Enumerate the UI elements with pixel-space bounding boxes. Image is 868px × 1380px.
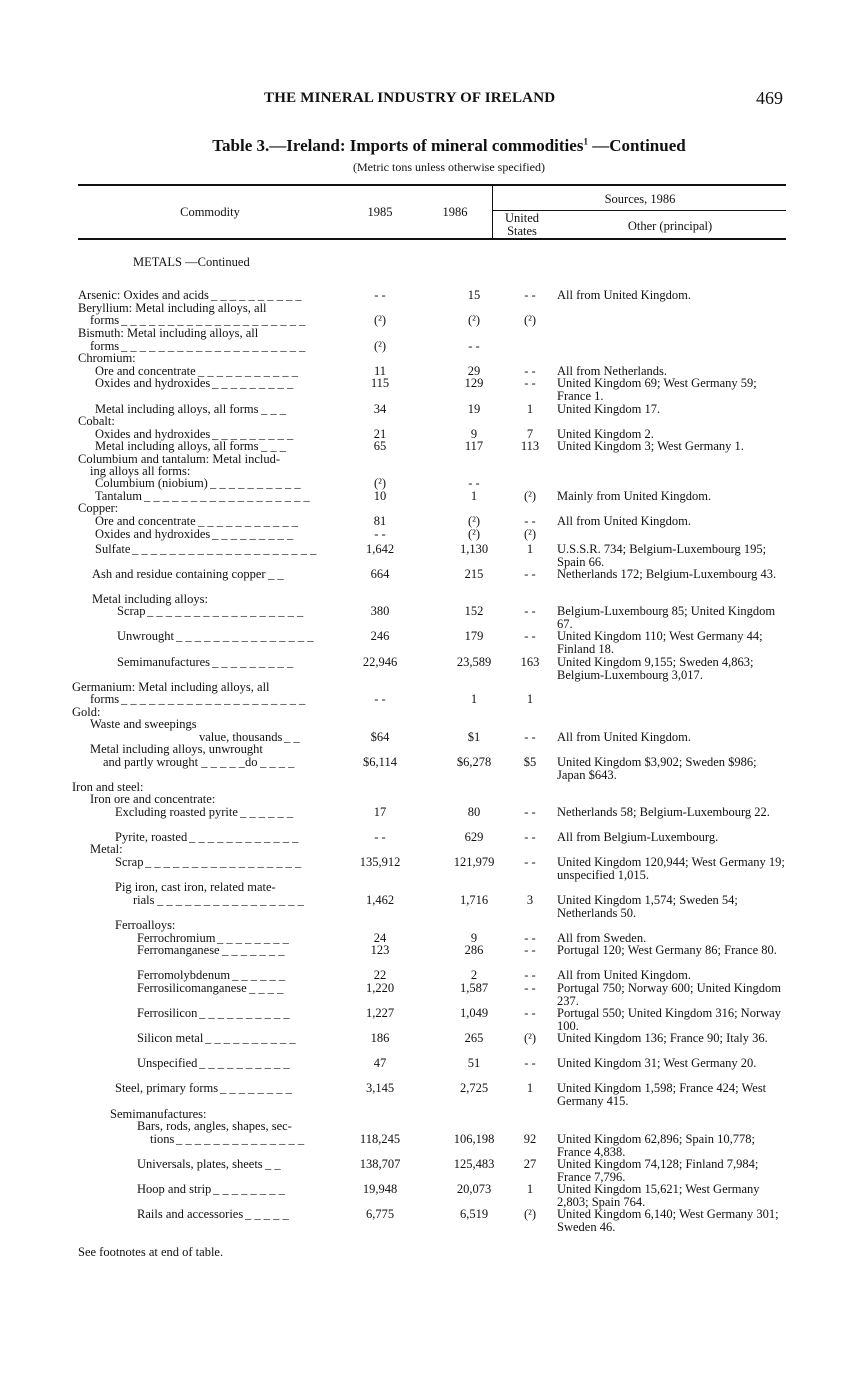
commodity-label: Beryllium: Metal including alloys, all: [78, 301, 267, 315]
value-1985: 380: [370, 604, 390, 618]
value-1985: 21: [373, 427, 387, 441]
value-1985: 186: [370, 1031, 390, 1045]
value-1985: 246: [370, 629, 390, 643]
value-1985: 664: [370, 567, 390, 581]
commodity-label: Oxides and hydroxides: [95, 527, 211, 541]
commodity-label: Metal including alloys, all forms: [95, 402, 259, 416]
header-sources: Sources, 1986: [604, 192, 676, 206]
value-us: - -: [524, 943, 536, 957]
value-1986: 29: [467, 364, 481, 378]
other-sources: United Kingdom 1,598; France 424; West Germany 415.: [557, 1081, 767, 1108]
commodity-label: Pyrite, roasted: [115, 830, 188, 844]
value-1986: 20,073: [456, 1182, 492, 1196]
leader-dots: _ _ _ _ _ _ _ _ _ _ _: [198, 365, 298, 378]
other-sources: All from Belgium-Luxembourg.: [557, 830, 719, 844]
other-sources: United Kingdom 1,574; Sweden 54; Netherlands 50.: [557, 893, 738, 920]
other-sources: All from United Kingdom.: [557, 288, 692, 302]
value-1986: 9: [470, 427, 478, 441]
commodity-label: Tantalum: [95, 489, 143, 503]
leader-dots: _ _ _ _ _ _ _ _ _: [212, 377, 294, 390]
leader-dots: _ _ _ _ _: [245, 1208, 289, 1221]
commodity-label: Steel, primary forms: [115, 1081, 219, 1095]
value-1986: 9: [470, 931, 478, 945]
other-sources: Mainly from United Kingdom.: [557, 489, 712, 503]
value-1985: $64: [370, 730, 390, 744]
value-us: 113: [520, 439, 540, 453]
header-us-line1: United: [504, 211, 540, 225]
commodity-label: forms: [90, 692, 120, 706]
leader-dots: _ _ _ _: [249, 982, 284, 995]
value-us: 1: [526, 542, 534, 556]
other-sources: Portugal 120; West Germany 86; France 80.: [557, 943, 777, 957]
value-1986: 23,589: [456, 655, 492, 669]
value-us: - -: [524, 931, 536, 945]
value-1985: 81: [373, 514, 387, 528]
other-sources: United Kingdom 69; West Germany 59; France 1.: [557, 376, 757, 403]
leader-dots: _ _ _ _ _ _ _ _ _ _: [199, 1007, 290, 1020]
other-sources: United Kingdom 110; West Germany 44; Finland 18.: [557, 629, 763, 656]
value-us: - -: [524, 981, 536, 995]
value-1985: 118,245: [359, 1132, 401, 1146]
value-us: - -: [524, 1006, 536, 1020]
other-sources: All from United Kingdom.: [557, 968, 692, 982]
leader-dots: _ _ _ _ _ _ _ _: [220, 1082, 292, 1095]
commodity-label: Waste and sweepings: [90, 717, 197, 731]
table-title: [0, 136, 868, 156]
commodity-label: Ferrosilicomanganese: [137, 981, 247, 995]
header-commodity: Commodity: [180, 205, 240, 219]
value-1986: - -: [468, 476, 480, 490]
value-us: (²): [523, 1031, 537, 1045]
commodity-label: Scrap: [115, 855, 144, 869]
value-us: 3: [526, 893, 534, 907]
leader-dots: _ _ _ _ _ _ _ _ _ _ _ _ _ _ _ _ _ _: [144, 490, 310, 503]
value-us: - -: [524, 805, 536, 819]
commodity-label: Iron ore and concentrate:: [90, 792, 216, 806]
other-sources: All from United Kingdom.: [557, 730, 692, 744]
value-1985: 11: [373, 364, 387, 378]
commodity-label: Metal including alloys:: [92, 592, 208, 606]
leader-dots: _ _ _ _ _ _ _ _ _ _ _ _ _ _ _ _ _ _ _ _: [121, 693, 306, 706]
other-sources: United Kingdom 74,128; Finland 7,984; France 7,796.: [557, 1157, 759, 1184]
leader-dots: _ _ _ _ _ _ _ _ _ _: [199, 1057, 290, 1070]
other-sources: Netherlands 58; Belgium-Luxembourg 22.: [557, 805, 770, 819]
value-1986: 2: [470, 968, 478, 982]
commodity-label: Ore and concentrate: [95, 364, 196, 378]
value-us: 1: [526, 692, 534, 706]
value-1986: 265: [464, 1031, 484, 1045]
other-sources: All from Sweden.: [557, 931, 647, 945]
value-1986: $6,278: [456, 755, 492, 769]
commodity-label: Germanium: Metal including alloys, all: [72, 680, 270, 694]
leader-dots: _ _ _ _: [260, 756, 295, 769]
leader-dots: _ _ _ _ _ _ _ _ _ _ _ _ _ _ _ _ _: [147, 605, 304, 618]
value-us: (²): [523, 1207, 537, 1221]
value-1985: 1,220: [365, 981, 395, 995]
commodity-label: Ferroalloys:: [115, 918, 176, 932]
value-1985: 123: [370, 943, 390, 957]
other-sources: All from United Kingdom.: [557, 514, 692, 528]
leader-dots: _ _ _ _ _ _ _ _ _ _ _ _ _ _ _ _ _: [145, 856, 302, 869]
value-us: - -: [524, 830, 536, 844]
leader-dots: _ _ _ _ _ _ _ _ _ _ _ _ _ _ _: [176, 630, 314, 643]
commodity-label: Silicon metal: [137, 1031, 204, 1045]
value-1985: 22: [373, 968, 387, 982]
value-1986: 19: [467, 402, 481, 416]
value-1985: 47: [373, 1056, 387, 1070]
commodity-label: Ferrochromium: [137, 931, 216, 945]
commodity-label: Bars, rods, angles, shapes, sec-: [137, 1119, 292, 1133]
value-1985: - -: [374, 692, 386, 706]
other-sources: United Kingdom 136; France 90; Italy 36.: [557, 1031, 768, 1045]
value-us: $5: [523, 755, 537, 769]
leader-dots: _ _ _ _ _ _ _: [222, 944, 285, 957]
header-rule: [78, 238, 786, 240]
leader-dots: _ _ _ _ _ _ _ _: [213, 1183, 285, 1196]
value-us: - -: [524, 629, 536, 643]
other-sources: United Kingdom 2.: [557, 427, 654, 441]
other-sources: United Kingdom 120,944; West Germany 19; unspecified 1,015.: [557, 855, 785, 882]
value-us: - -: [524, 968, 536, 982]
value-us: 1: [526, 1081, 534, 1095]
commodity-label: Pig iron, cast iron, related mate-: [115, 880, 276, 894]
commodity-label: forms: [90, 339, 120, 353]
value-1985: 138,707: [359, 1157, 401, 1171]
commodity-label: Metal:: [90, 842, 123, 856]
value-1986: 15: [467, 288, 481, 302]
other-sources: All from Netherlands.: [557, 364, 668, 378]
value-1985: 6,775: [365, 1207, 395, 1221]
leader-dots: _ _ _ _ _ _ _ _ _ _ _ _ _ _ _ _ _ _ _ _: [121, 340, 306, 353]
value-1985: 3,145: [365, 1081, 395, 1095]
leader-dots: _ _ _ _ _ _ _ _ _ _ _ _ _ _ _ _ _ _ _ _: [132, 543, 317, 556]
leader-dots: _ _ _ _ _ _ _ _ _ _ _: [198, 515, 298, 528]
value-1986: (²): [467, 527, 481, 541]
value-us: - -: [524, 1056, 536, 1070]
value-us: 7: [526, 427, 534, 441]
value-1985: 1,642: [365, 542, 395, 556]
value-us: 1: [526, 1182, 534, 1196]
value-us: 1: [526, 402, 534, 416]
commodity-label: Iron and steel:: [72, 780, 144, 794]
table-subtitle: (Metric tons unless otherwise specified): [353, 160, 545, 174]
commodity-label: Chromium:: [78, 351, 136, 365]
other-sources: United Kingdom 9,155; Sweden 4,863; Belgium-Luxembourg 3,017.: [557, 655, 754, 682]
value-1985: - -: [374, 527, 386, 541]
table-title-tail: —Continued: [587, 136, 686, 155]
leader-dots: _ _ _ _ _ _ _ _ _ _ _ _: [189, 831, 299, 844]
other-sources: United Kingdom 17.: [557, 402, 661, 416]
commodity-label: Metal including alloys, all forms: [95, 439, 259, 453]
other-sources: Portugal 550; United Kingdom 316; Norway 100.: [557, 1006, 781, 1033]
commodity-label: value, thousands: [199, 730, 283, 744]
other-sources: U.S.S.R. 734; Belgium-Luxembourg 195; Spain 66.: [557, 542, 767, 569]
leader-dots: _ _ _: [261, 440, 286, 453]
commodity-label: Ferromolybdenum: [137, 968, 231, 982]
value-us: 163: [520, 655, 540, 669]
value-1985: (²): [373, 313, 387, 327]
value-1986: 1,716: [459, 893, 489, 907]
footnote-reference: See footnotes at end of table.: [78, 1245, 224, 1259]
value-1985: - -: [374, 830, 386, 844]
commodity-label: and partly wrought _ _ _ _ _do: [103, 755, 258, 769]
value-1986: 121,979: [453, 855, 495, 869]
value-1986: 1,130: [459, 542, 489, 556]
value-1986: 179: [464, 629, 484, 643]
other-sources: United Kingdom $3,902; Sweden $986; Japan $643.: [557, 755, 757, 782]
value-1986: 1: [470, 489, 478, 503]
leader-dots: _ _ _: [261, 403, 286, 416]
value-us: - -: [524, 730, 536, 744]
commodity-label: Copper:: [78, 501, 119, 515]
header-1985: 1985: [367, 205, 393, 219]
value-1986: 1: [470, 692, 478, 706]
value-1985: 22,946: [362, 655, 398, 669]
commodity-label: Ash and residue containing copper: [92, 567, 266, 581]
leader-dots: _ _ _ _ _ _: [232, 969, 286, 982]
commodity-label: forms: [90, 313, 120, 327]
value-1986: 2,725: [459, 1081, 489, 1095]
commodity-label: Ferromanganese: [137, 943, 220, 957]
value-us: - -: [524, 604, 536, 618]
top-rule: [78, 184, 786, 186]
commodity-label: Unwrought: [117, 629, 174, 643]
value-1985: 1,227: [365, 1006, 395, 1020]
value-1985: 34: [373, 402, 387, 416]
value-1986: 80: [467, 805, 481, 819]
value-1985: - -: [374, 288, 386, 302]
value-1986: (²): [467, 313, 481, 327]
section-heading: METALS —Continued: [133, 255, 250, 269]
commodity-label: Columbium and tantalum: Metal includ-: [78, 452, 281, 466]
leader-dots: _ _: [268, 568, 284, 581]
value-1986: 117: [464, 439, 484, 453]
table-title-main: Table 3.—Ireland: Imports of mineral commodities: [212, 136, 584, 155]
value-us: 92: [523, 1132, 537, 1146]
commodity-label: Sulfate: [95, 542, 131, 556]
commodity-label: Oxides and hydroxides: [95, 376, 211, 390]
commodity-label: ing alloys all forms:: [90, 464, 191, 478]
leader-dots: _ _ _ _ _ _ _ _ _ _: [205, 1032, 296, 1045]
commodity-label: Cobalt:: [78, 414, 115, 428]
value-1985: 24: [373, 931, 387, 945]
value-1986: 629: [464, 830, 484, 844]
value-us: (²): [523, 527, 537, 541]
value-us: 27: [523, 1157, 537, 1171]
header-other: Other (principal): [627, 219, 713, 233]
value-1986: 1,587: [459, 981, 489, 995]
commodity-label: Bismuth: Metal including alloys, all: [78, 326, 259, 340]
value-us: - -: [524, 567, 536, 581]
value-1985: 1,462: [365, 893, 395, 907]
commodity-label: Arsenic: Oxides and acids: [78, 288, 209, 302]
value-1986: 1,049: [459, 1006, 489, 1020]
commodity-label: tions: [150, 1132, 175, 1146]
leader-dots: _ _ _ _ _ _ _ _ _: [212, 656, 294, 669]
leader-dots: _ _ _ _ _ _ _ _ _ _ _ _ _ _ _ _ _ _ _ _: [121, 314, 306, 327]
value-1986: 152: [464, 604, 484, 618]
leader-dots: _ _ _ _ _ _: [240, 806, 294, 819]
commodity-label: Excluding roasted pyrite: [115, 805, 238, 819]
value-us: (²): [523, 489, 537, 503]
value-us: - -: [524, 364, 536, 378]
header-1986: 1986: [442, 205, 468, 219]
other-sources: Belgium-Luxembourg 85; United Kingdom 67.: [557, 604, 776, 631]
value-1986: - -: [468, 339, 480, 353]
value-1985: 115: [370, 376, 390, 390]
value-1985: 10: [373, 489, 387, 503]
other-sources: United Kingdom 3; West Germany 1.: [557, 439, 744, 453]
value-1985: (²): [373, 476, 387, 490]
value-1985: 19,948: [362, 1182, 398, 1196]
leader-dots: _ _ _ _ _ _ _ _ _ _: [210, 477, 301, 490]
value-1985: 17: [373, 805, 387, 819]
leader-dots: _ _ _ _ _ _ _ _ _: [212, 528, 294, 541]
value-1986: 6,519: [459, 1207, 489, 1221]
leader-dots: _ _: [265, 1158, 281, 1171]
value-1985: $6,114: [363, 755, 397, 769]
value-1985: (²): [373, 339, 387, 353]
value-1986: 129: [464, 376, 484, 390]
other-sources: Portugal 750; Norway 600; United Kingdom 237.: [557, 981, 781, 1008]
table-title-footnote: 1: [583, 136, 588, 147]
value-us: - -: [524, 288, 536, 302]
commodity-label: Semimanufactures:: [110, 1107, 207, 1121]
header-us: [492, 212, 552, 238]
value-1986: 125,483: [453, 1157, 495, 1171]
header-us-line2: States: [507, 224, 537, 238]
commodity-label: Oxides and hydroxides: [95, 427, 211, 441]
leader-dots: _ _ _ _ _ _ _ _ _: [212, 428, 294, 441]
commodity-label: Columbium (niobium): [95, 476, 208, 490]
other-sources: United Kingdom 31; West Germany 20.: [557, 1056, 757, 1070]
commodity-label: Rails and accessories: [137, 1207, 244, 1221]
leader-dots: _ _ _ _ _ _ _ _: [217, 932, 289, 945]
value-1986: 215: [464, 567, 484, 581]
leader-dots: _ _ _ _ _ _ _ _ _ _: [211, 289, 302, 302]
value-1986: (²): [467, 514, 481, 528]
running-title: THE MINERAL INDUSTRY OF IRELAND: [264, 90, 556, 106]
other-sources: United Kingdom 15,621; West Germany 2,803; Spain 764.: [557, 1182, 760, 1209]
commodity-label: Universals, plates, sheets: [137, 1157, 263, 1171]
commodity-label: Metal including alloys, unwrought: [90, 742, 263, 756]
leader-dots: _ _ _ _ _ _ _ _ _ _ _ _ _ _: [176, 1133, 305, 1146]
commodity-label: Gold:: [72, 705, 101, 719]
commodity-label: Semimanufactures: [117, 655, 211, 669]
value-us: (²): [523, 313, 537, 327]
value-us: - -: [524, 855, 536, 869]
value-us: - -: [524, 514, 536, 528]
commodity-label: Hoop and strip: [137, 1182, 212, 1196]
value-1985: 135,912: [359, 855, 401, 869]
other-sources: Netherlands 172; Belgium-Luxembourg 43.: [557, 567, 777, 581]
leader-dots: _ _: [284, 731, 300, 744]
value-1985: 65: [373, 439, 387, 453]
other-sources: United Kingdom 6,140; West Germany 301; Sweden 46.: [557, 1207, 779, 1234]
value-us: - -: [524, 376, 536, 390]
value-1986: 286: [464, 943, 484, 957]
commodity-label: Scrap: [117, 604, 146, 618]
commodity-label: Ore and concentrate: [95, 514, 196, 528]
commodity-label: Unspecified: [137, 1056, 198, 1070]
value-1986: 51: [467, 1056, 481, 1070]
value-1986: 106,198: [453, 1132, 495, 1146]
value-1986: $1: [467, 730, 481, 744]
commodity-label: rials: [133, 893, 155, 907]
page-number: 469: [756, 88, 783, 108]
leader-dots: _ _ _ _ _ _ _ _ _ _ _ _ _ _ _ _: [157, 894, 304, 907]
other-sources: United Kingdom 62,896; Spain 10,778; France 4,838.: [557, 1132, 755, 1159]
commodity-label: Ferrosilicon: [137, 1006, 198, 1020]
